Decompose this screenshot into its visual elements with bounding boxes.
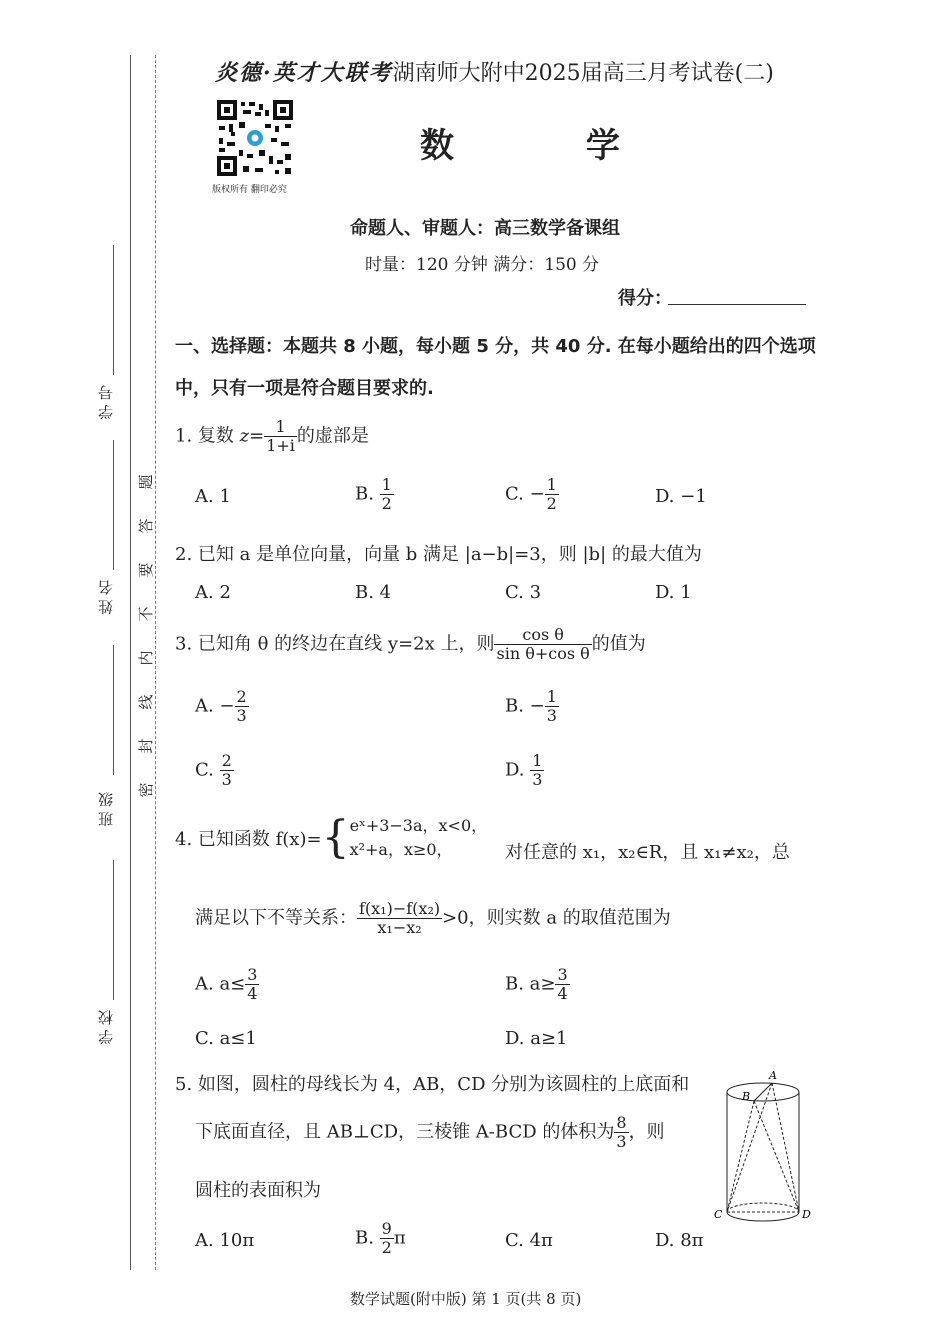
q5-option-d[interactable]: D. 8π [655,1230,704,1251]
q1-eq: = [249,425,265,447]
q3-option-d[interactable] [505,752,544,789]
q1-option-c[interactable] [505,476,559,513]
question-5-line3: 圆柱的表面积为 [195,1180,321,1201]
page-footer: 数学试题(附中版) 第 1 页(共 8 页) [350,1290,582,1308]
q3-opt-a-label: A. − [195,695,235,717]
seal-char: 封 [137,738,155,754]
q1-option-d[interactable] [655,486,707,507]
section-heading: 一、选择题：本题共 8 小题，每小题 5 分，共 40 分. 在每小题给出的四个选项中，只有一项是符合题目要求的. [175,336,816,399]
school-blank [113,860,114,1000]
q1-opt-d-label: D. [655,486,681,507]
q1-opt-c-den: 2 [546,494,557,513]
q4-opt-a-num: 3 [247,965,258,984]
q4-opt-b-num: 3 [557,965,568,984]
seal-char: 题 [137,474,155,490]
q1-opt-b-label: B. [355,483,380,505]
q5-line2-b: ，则 [628,1121,665,1143]
q5-frac-den: 3 [616,1132,627,1151]
q4-opt-b-label: B. a≥ [505,973,556,995]
q1-opt-b-num: 1 [381,475,392,494]
q1-fraction [264,418,297,455]
student-id-blank [113,245,114,375]
label-a: A [769,1069,777,1082]
q2-option-a[interactable]: A. 2 [195,582,231,603]
segment-bc [727,1101,754,1212]
question-2-stem: 2. 已知 a 是单位向量，向量 b 满足 |a−b|=3，则 |b| 的最大值为 [175,544,702,565]
q5-option-c[interactable]: C. 4π [505,1230,553,1251]
q5-opt-b-label: B. [355,1227,380,1249]
q3-opt-d-label: D. [505,759,531,781]
q5-opt-b-num: 9 [381,1219,392,1238]
q4-fraction [357,900,442,937]
label-d: D [802,1208,811,1221]
q3-opt-d-den: 3 [532,770,543,789]
label-c: C [714,1208,723,1221]
seal-char: 密 [137,782,155,798]
q1-suffix: 的虚部是 [296,425,369,447]
q4-opt-b-den: 4 [557,984,568,1003]
seal-char: 不 [137,606,155,622]
q1-option-a[interactable] [195,486,231,507]
q4-cond-prefix: 满足以下不等关系： [195,907,357,929]
name-blank [113,440,114,570]
q1-opt-c-label: C. − [505,483,545,505]
q3-frac-den: sin θ+cos θ [496,644,590,663]
q1-prefix: 1. 复数 [175,425,240,447]
q3-suffix: 的值为 [591,633,646,655]
q3-fraction [494,626,591,663]
q5-option-a[interactable]: A. 10π [195,1230,255,1251]
seal-char: 答 [137,518,155,534]
q2-option-b[interactable]: B. 4 [355,582,392,603]
segment-bd [754,1101,799,1212]
q2-option-d[interactable]: D. 1 [655,582,692,603]
cylinder-bottom-back [727,1203,799,1212]
segment-ad [772,1083,799,1212]
q3-option-c[interactable] [195,752,234,789]
exam-header [215,56,774,87]
q4-piecewise [350,814,488,862]
seal-text [136,460,156,812]
name-label: 姓 名 [97,580,115,615]
q3-opt-c-label: C. [195,759,220,781]
question-3-stem [175,626,646,663]
q4-prefix: 4. 已知函数 f(x)= [175,829,322,850]
seal-char: 线 [137,694,155,710]
q4-piece-1: eˣ+3−3a，x<0， [349,816,488,835]
seal-char: 要 [137,562,155,578]
q4-option-b[interactable] [505,966,570,1003]
q5-opt-b-suffix: π [393,1227,406,1249]
q4-opt-a-label: A. a≤ [195,973,246,995]
q3-opt-d-num: 1 [532,751,543,770]
q2-option-c[interactable]: C. 3 [505,582,542,603]
student-id-label: 学 号 [97,385,115,420]
time-score-info: 时量：120 分钟 满分：150 分 [365,255,600,275]
school-label: 学 校 [97,1010,115,1045]
q1-opt-c-num: 1 [546,475,557,494]
q3-prefix: 3. 已知角 θ 的终边在直线 y=2x 上，则 [175,633,495,655]
q3-opt-c-den: 3 [221,770,232,789]
q1-opt-a-label: A. [195,486,220,507]
question-5-line1: 5. 如图，圆柱的母线长为 4，AB，CD 分别为该圆柱的上底面和 [175,1074,690,1095]
q4-cond-suffix: >0，则实数 a 的取值范围为 [442,907,671,929]
q3-frac-num: cos θ [494,626,591,645]
cylinder-figure [712,1068,817,1228]
q4-frac-den: x₁−x₂ [377,918,422,937]
seal-char: 内 [137,650,155,666]
q5-option-b[interactable] [355,1220,406,1257]
q1-opt-b-den: 2 [381,494,392,513]
q3-opt-b-num: 1 [546,687,557,706]
brand-name: 炎德·英才大联考 [215,60,393,86]
q3-option-a[interactable] [195,688,249,725]
cylinder-bottom-front [727,1212,799,1221]
q4-option-a[interactable] [195,966,259,1003]
exam-title: 湖南师大附中2025届高三月考试卷(二) [392,61,774,86]
question-5-line2 [195,1114,665,1151]
q3-opt-c-num: 2 [221,751,232,770]
subject-title: 数 学 [420,126,680,166]
q1-var: z [239,425,250,447]
q3-opt-b-label: B. − [505,695,545,717]
qr-code[interactable] [215,98,295,178]
question-1-stem [175,418,369,455]
q1-option-b[interactable] [355,476,394,513]
q1-opt-a-text: 1 [219,486,231,507]
qr-caption: 版权所有 翻印必究 [212,185,287,195]
q4-option-d[interactable]: D. a≥1 [505,1028,568,1049]
class-blank [113,645,114,775]
qr-code-icon [215,98,295,178]
q4-option-c[interactable]: C. a≤1 [195,1028,257,1049]
score-label: 得分： [618,288,672,309]
q4-stem-line2 [195,900,671,937]
q4-brace: { [321,812,350,863]
question-4-stem [175,814,487,862]
class-label: 班 级 [97,792,115,827]
authors-line: 命题人、审题人：高三数学备课组 [350,218,620,239]
q4-opt-a-den: 4 [247,984,258,1003]
q3-opt-b-den: 3 [546,706,557,725]
label-b: B [742,1090,751,1103]
q1-opt-d-text: −1 [680,486,707,507]
q4-piece-2: x²+a，x≥0， [349,840,453,859]
q5-opt-b-den: 2 [381,1238,392,1257]
q5-frac-num: 8 [616,1113,627,1132]
score-blank[interactable] [668,304,806,305]
q3-option-b[interactable] [505,688,559,725]
q1-frac-den: 1+i [266,436,295,455]
q3-opt-a-den: 3 [236,706,247,725]
q3-opt-a-num: 2 [236,687,247,706]
q4-stem-cont: 对任意的 x₁，x₂∈R，且 x₁≠x₂，总 [505,842,790,863]
segment-ab [754,1083,772,1101]
q1-frac-num: 1 [264,418,297,437]
q5-fraction [614,1114,628,1151]
q4-frac-num: f(x₁)−f(x₂) [359,899,441,918]
q5-line2-a: 下底面直径，且 AB⊥CD，三棱锥 A-BCD 的体积为 [195,1121,615,1143]
